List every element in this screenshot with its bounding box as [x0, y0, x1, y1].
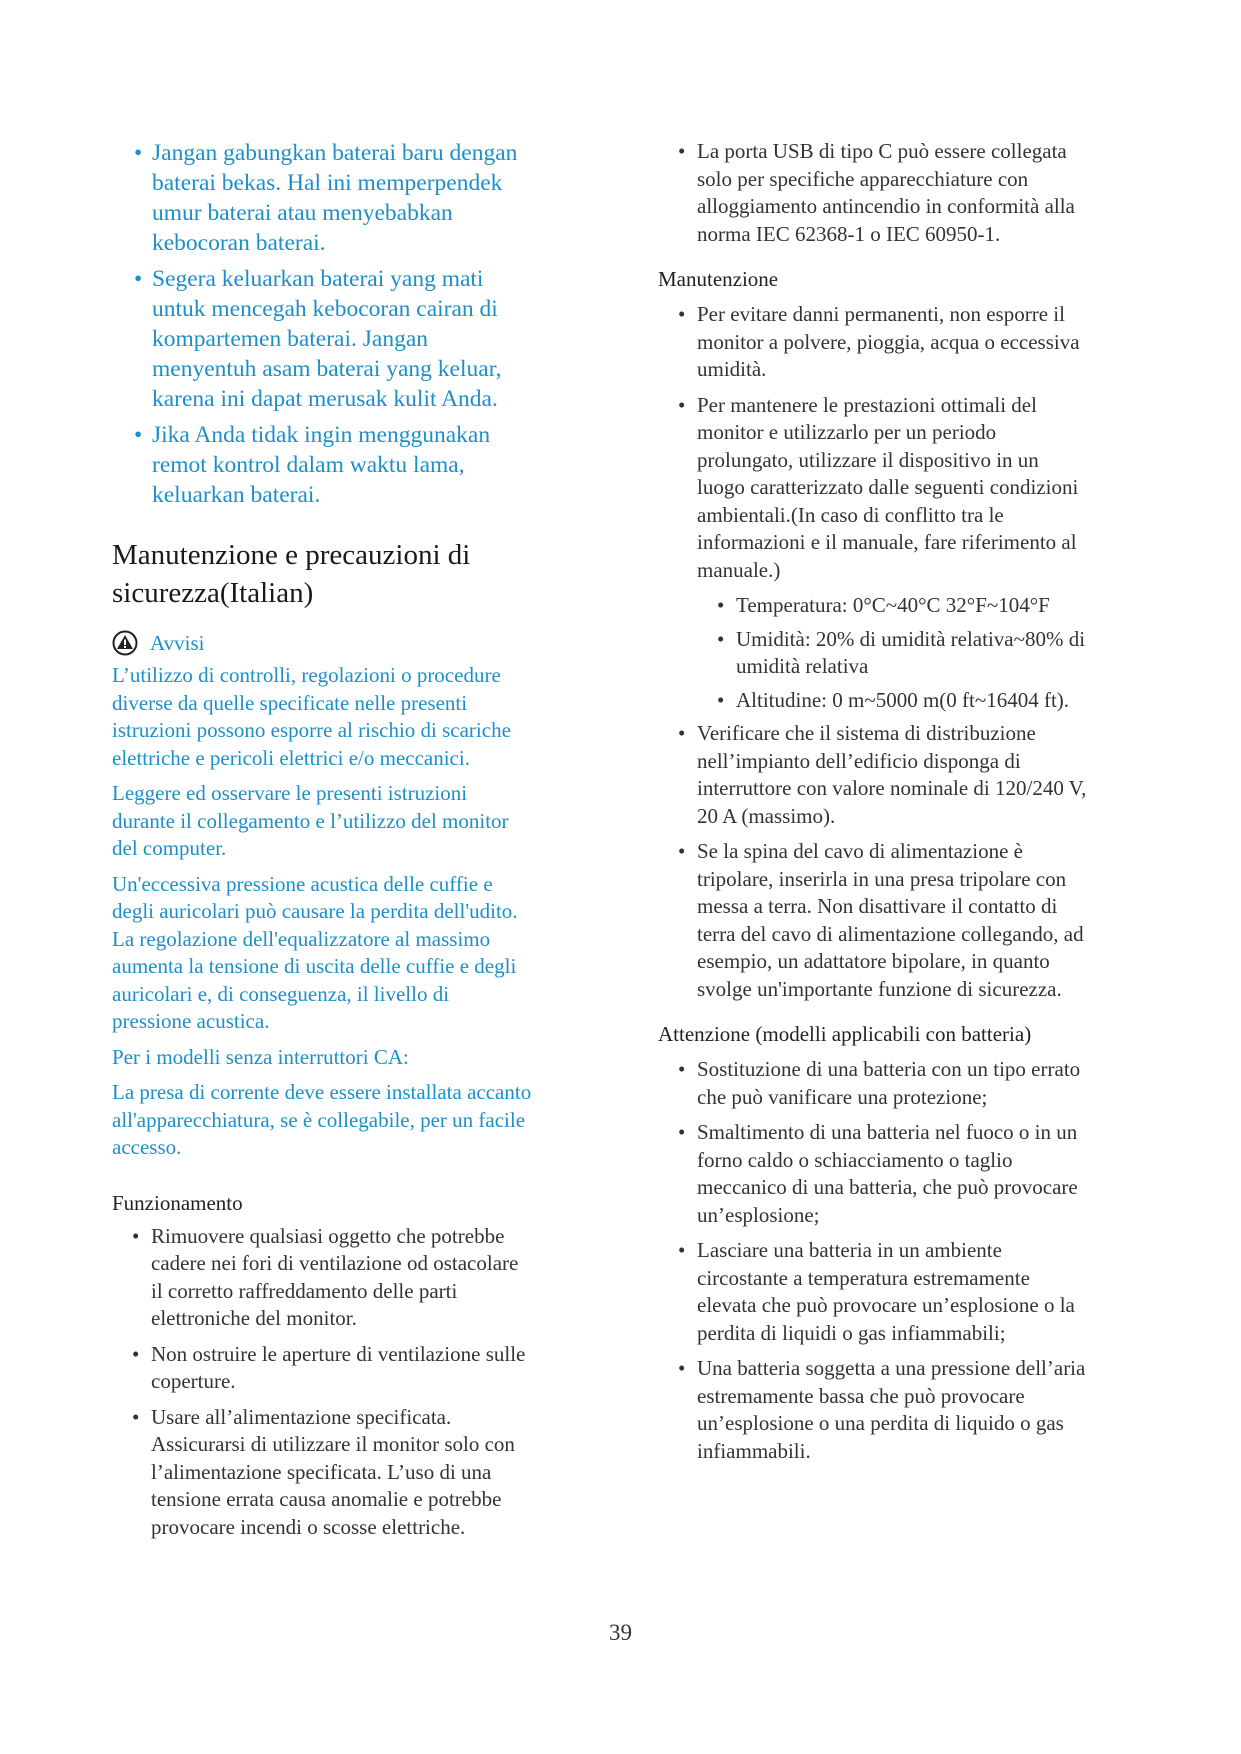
funzionamento-title: Funzionamento [112, 1190, 243, 1215]
list-item: • Altitudine: 0 m~5000 m(0 ft~16404 ft). [698, 687, 1088, 715]
manutenzione-list-continued [658, 720, 1088, 1003]
section-heading: Manutenzione e precauzioni di sicurezza(Italian) [112, 539, 471, 609]
attenzione-list [658, 1056, 1088, 1465]
warning-paragraph: Un'eccessiva pressione acustica delle cuffie e degli auricolari può causare la perdita dell'udito. La regolazione dell'equalizzatore al massimo aumenta la tensione di uscita delle cuffie e degli auricolari e, di conseguenza, il livello di pressione acustica. [112, 871, 518, 1033]
conditions-list [698, 592, 1088, 714]
list-item: • Non ostruire le aperture di ventilazione sulle coperture. [112, 1341, 532, 1396]
warning-header [112, 630, 532, 656]
attenzione-title: Attenzione (modelli applicabili con batteria) [658, 1022, 1032, 1046]
usb-bullet-list [658, 138, 1088, 248]
warning-paragraph: L’utilizzo di controlli, regolazioni o procedure diverse da quelle specificate nelle presenti istruzioni possono esporre al rischio di scariche elettriche e pericoli elettrici e/o meccanici. [112, 663, 511, 770]
list-item: • Per evitare danni permanenti, non esporre il monitor a polvere, pioggia, acqua o eccessiva umidità. [658, 301, 1088, 384]
list-item: • Per mantenere le prestazioni ottimali del monitor e utilizzarlo per un periodo prolungato, utilizzare il dispositivo in un luogo caratterizzato dalle seguenti condizioni ambientali.(In caso di conflitto tra le informazioni e il manuale, fare riferimento al manuale.) [658, 392, 1088, 585]
funzionamento-list [112, 1223, 532, 1542]
warning-paragraph: La presa di corrente deve essere installata accanto all'apparecchiatura, se è collegabile, per un facile accesso. [112, 1080, 532, 1159]
warning-label: Avvisi [150, 630, 205, 655]
warning-paragraph: Per i modelli senza interruttori CA: [112, 1044, 409, 1069]
manutenzione-list [658, 301, 1088, 584]
warning-icon [112, 630, 138, 656]
left-column [112, 138, 532, 1549]
list-item: • Sostituzione di una batteria con un tipo errato che può vanificare una protezione; [658, 1056, 1088, 1111]
list-item: • Usare all’alimentazione specificata. Assicurarsi di utilizzare il monitor solo con l’alimentazione specificata. L’uso di una tensione errata causa anomalie e potrebbe provocare incendi o scosse elettriche. [112, 1404, 532, 1542]
manutenzione-title: Manutenzione [658, 267, 779, 291]
list-item: • Se la spina del cavo di alimentazione è tripolare, inserirla in una presa tripolare con messa a terra. Non disattivare il contatto di terra del cavo di alimentazione collegando, ad esempio, un adattatore bipolare, in quanto svolge un'importante funzione di sicurezza. [658, 838, 1088, 1003]
list-item: • Smaltimento di una batteria nel fuoco o in un forno caldo o schiacciamento o taglio meccanico di una batteria, che può provocare un’esplosione; [658, 1119, 1088, 1229]
battery-bullet-list [112, 138, 532, 510]
list-item: • Una batteria soggetta a una pressione dell’aria estremamente bassa che può provocare un’esplosione o una perdita di liquido o gas infiammabili. [658, 1355, 1088, 1465]
list-item: • Segera keluarkan baterai yang mati untuk mencegah kebocoran cairan di kompartemen baterai. Jangan menyentuh asam baterai yang keluar, karena ini dapat merusak kulit Anda. [112, 264, 532, 414]
list-item: • Jangan gabungkan baterai baru dengan baterai bekas. Hal ini memperpendek umur baterai atau menyebabkan kebocoran baterai. [112, 138, 532, 258]
warning-paragraph: Leggere ed osservare le presenti istruzioni durante il collegamento e l’utilizzo del monitor del computer. [112, 781, 509, 860]
list-item: • Umidità: 20% di umidità relativa~80% di umidità relativa [698, 626, 1088, 681]
right-column [658, 138, 1088, 1473]
list-item: • Temperatura: 0°C~40°C 32°F~104°F [698, 592, 1088, 620]
list-item: • La porta USB di tipo C può essere collegata solo per specifiche apparecchiature con alloggiamento antincendio in conformità alla norma IEC 62368-1 o IEC 60950-1. [658, 138, 1088, 248]
list-item: • Rimuovere qualsiasi oggetto che potrebbe cadere nei fori di ventilazione od ostacolare il corretto raffreddamento delle parti elettroniche del monitor. [112, 1223, 532, 1333]
list-item: • Jika Anda tidak ingin menggunakan remot kontrol dalam waktu lama, keluarkan baterai. [112, 420, 532, 510]
page-number: 39 [609, 1620, 632, 1645]
list-item: • Verificare che il sistema di distribuzione nell’impianto dell’edificio disponga di interruttore con valore nominale di 120/240 V, 20 A (massimo). [658, 720, 1088, 830]
list-item: • Lasciare una batteria in un ambiente circostante a temperatura estremamente elevata che può provocare un’esplosione o la perdita di liquidi o gas infiammabili; [658, 1237, 1088, 1347]
